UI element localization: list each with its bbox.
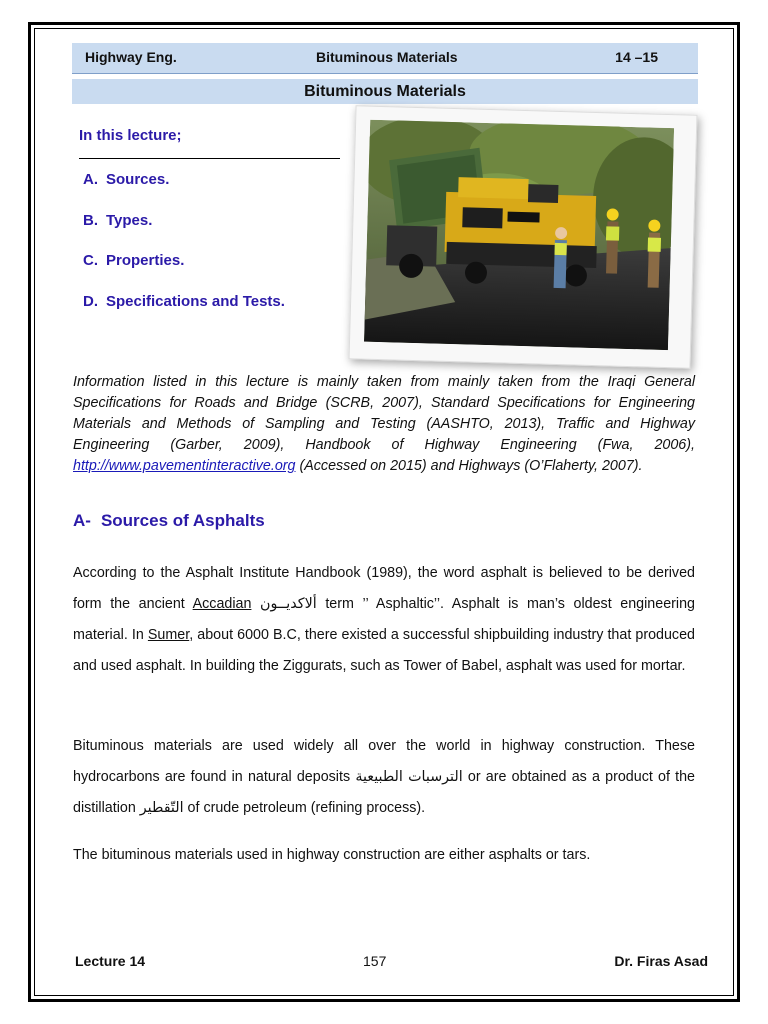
footer-page-number: 157 <box>363 953 387 969</box>
outline-item <box>83 292 285 333</box>
outline-letter: D. <box>83 292 98 310</box>
header-lecture-range: 14 –15 <box>615 49 658 65</box>
arabic-accadian: ألاكديــون <box>251 596 326 612</box>
lecture-intro-label: In this lecture; <box>79 127 182 144</box>
header-course: Highway Eng. <box>85 49 177 65</box>
outline-text: Sources. <box>106 171 170 188</box>
lecture-divider <box>79 158 340 159</box>
section-title: Sources of Asphalts <box>100 511 265 530</box>
para1-text: term ’’ Asphaltic’’. Asphalt is man’s oldest engineering material. In <box>73 596 695 643</box>
header-topic: Bituminous Materials <box>316 49 458 65</box>
asphalt-paving-photo-frame <box>349 105 698 368</box>
outline-item <box>83 170 285 211</box>
sumer-term: Sumer <box>147 627 190 643</box>
arabic-distillation: التّقطير <box>139 800 184 816</box>
outline-text: Specifications and Tests. <box>106 292 285 310</box>
paragraph-bituminous-use <box>73 731 695 824</box>
outline-item <box>83 251 285 292</box>
footer-lecture: Lecture 14 <box>75 953 146 969</box>
outline-letter: B. <box>83 211 98 229</box>
outline-letter: C. <box>83 252 98 269</box>
para2-text: of crude petroleum (refining process). <box>183 800 426 816</box>
arabic-natural-deposits: الترسبات الطبيعية <box>355 769 463 785</box>
pavement-interactive-link[interactable]: http://www.pavementinteractive.org <box>73 458 296 474</box>
para2-text: Bituminous materials are used widely all over the world in highway construction. These hydrocarbons are found in natural deposits <box>73 738 695 785</box>
running-header <box>72 43 698 74</box>
section-heading-sources <box>73 511 265 531</box>
accadian-term: Accadian <box>192 596 252 612</box>
page-title: Bituminous Materials <box>72 79 698 104</box>
outline-letter: A. <box>83 171 98 188</box>
intro-text-after: (Accessed on 2015) and Highways (O’Flaherty, 2007). <box>295 458 643 474</box>
outline-text: Types. <box>106 211 153 229</box>
sources-intro-paragraph <box>73 372 695 477</box>
paragraph-asphalt-history <box>73 558 695 682</box>
para1-text: According to the Asphalt Institute Handbook (1989), the word asphalt is believed to be derived form the ancient <box>73 565 695 612</box>
outline-text: Properties. <box>106 252 185 269</box>
section-letter: A- <box>73 511 91 530</box>
intro-text-before: Information listed in this lecture is mainly taken from mainly taken from the Iraqi General Specifications for Roads and Bridge (SCRB, 2007), Standard Specifications for Engineering Materials and Methods of Sampling and Testing (AASHTO, 2013), Traffic and Highway Engineering (Garber, 2009), Handbook of Highway Engineering (Fwa, 2006), <box>73 374 695 453</box>
lecture-outline <box>83 170 285 332</box>
paragraph-asphalts-or-tars: The bituminous materials used in highway construction are either asphalts or tars. <box>73 847 591 863</box>
outline-item <box>83 211 285 252</box>
asphalt-paving-photo <box>364 120 674 350</box>
para2-text: or are obtained as a product of the distillation <box>73 769 695 816</box>
para1-text: , about 6000 B.C, there existed a successful shipbuilding industry that produced and used asphalt. In building the Ziggurats, such as Tower of Babel, asphalt was used for mortar. <box>73 627 695 674</box>
footer-author: Dr. Firas Asad <box>614 953 708 969</box>
